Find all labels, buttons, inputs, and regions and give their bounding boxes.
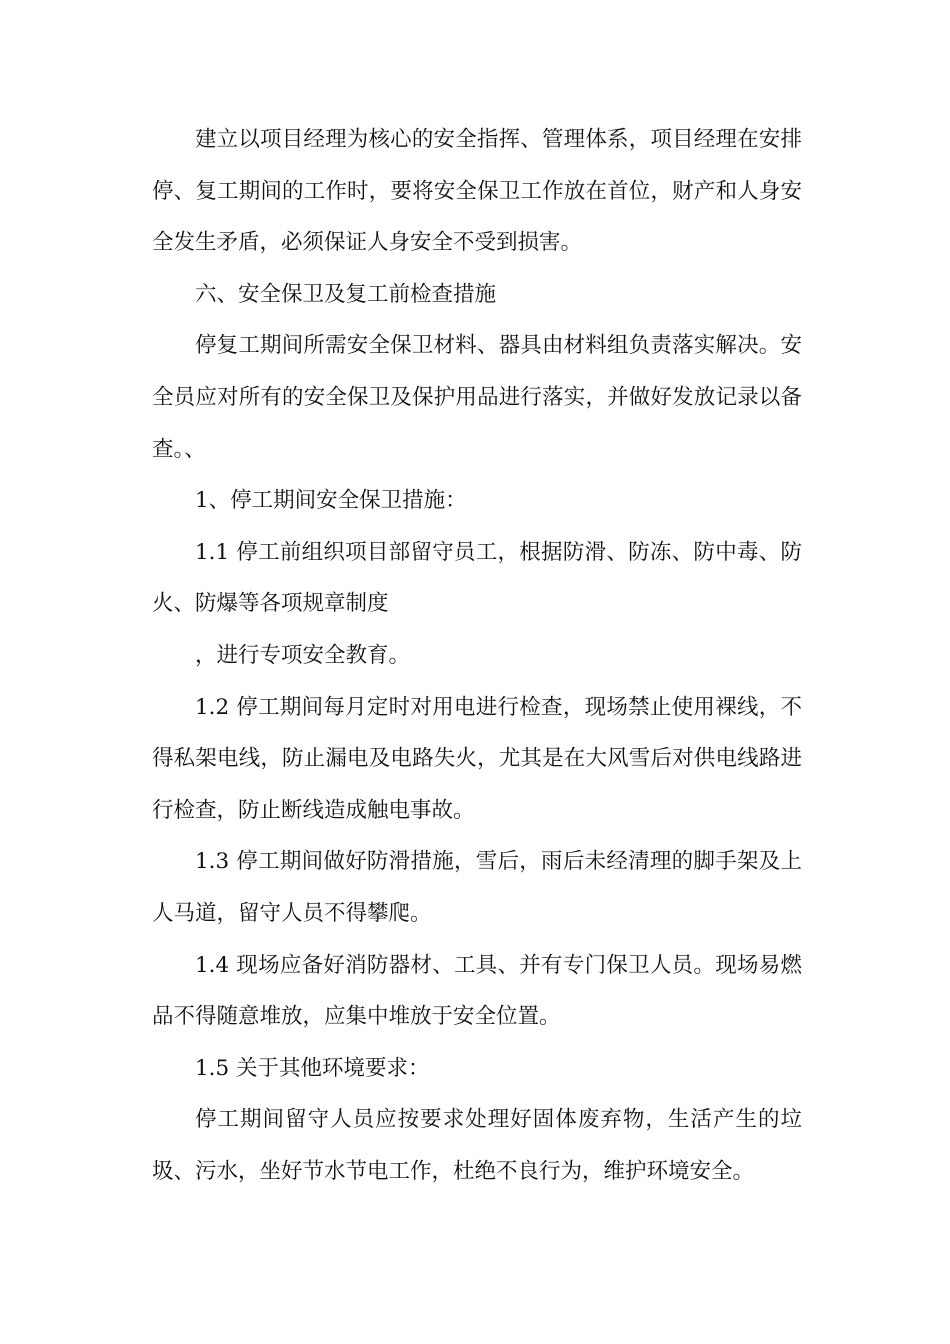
paragraph-materials-responsibility: 停复工期间所需安全保卫材料、器具由材料组负责落实解决。安全员应对所有的安全保卫及保护用品进行落实，并做好发放记录以备查。、 bbox=[152, 333, 802, 462]
subheading-shutdown-measures: 1、停工期间安全保卫措施： bbox=[195, 488, 467, 514]
paragraph-environment-requirements: 停工期间留守人员应按要求处理好固体废弃物，生活产生的垃圾、污水，坐好节水节电工作，杜绝不良行为，维护环境安全。 bbox=[152, 1107, 802, 1184]
paragraph-item-1-4: 1.4 现场应备好消防器材、工具、并有专门保卫人员。现场易燃品不得随意堆放，应集中堆放于安全位置。 bbox=[152, 952, 802, 1030]
document-body bbox=[152, 114, 802, 1197]
paragraph-item-1-3: 1.3 停工期间做好防滑措施，雪后，雨后未经清理的脚手架及上人马道，留守人员不得攀爬。 bbox=[152, 849, 802, 926]
paragraph-item-1-1: 1.1 停工前组织项目部留守员工，根据防滑、防冻、防中毒、防火、防爆等各项规章制度 bbox=[152, 539, 802, 617]
paragraph-safety-command-system: 建立以项目经理为核心的安全指挥、管理体系，项目经理在安排停、复工期间的工作时，要将安全保卫工作放在首位，财产和人身安全发生矛盾，必须保证人身安全不受到损害。 bbox=[152, 127, 802, 256]
section-heading-safety-measures: 六、安全保卫及复工前检查措施 bbox=[195, 281, 497, 307]
paragraph-item-1-5: 1.5 关于其他环境要求： bbox=[195, 1055, 430, 1081]
paragraph-item-1-2: 1.2 停工期间每月定时对用电进行检查，现场禁止使用裸线，不得私架电线，防止漏电及电路失火，尤其是在大风雪后对供电线路进行检查，防止断线造成触电事故。 bbox=[152, 694, 802, 823]
paragraph-item-1-1-continued: ，进行专项安全教育。 bbox=[195, 642, 411, 668]
